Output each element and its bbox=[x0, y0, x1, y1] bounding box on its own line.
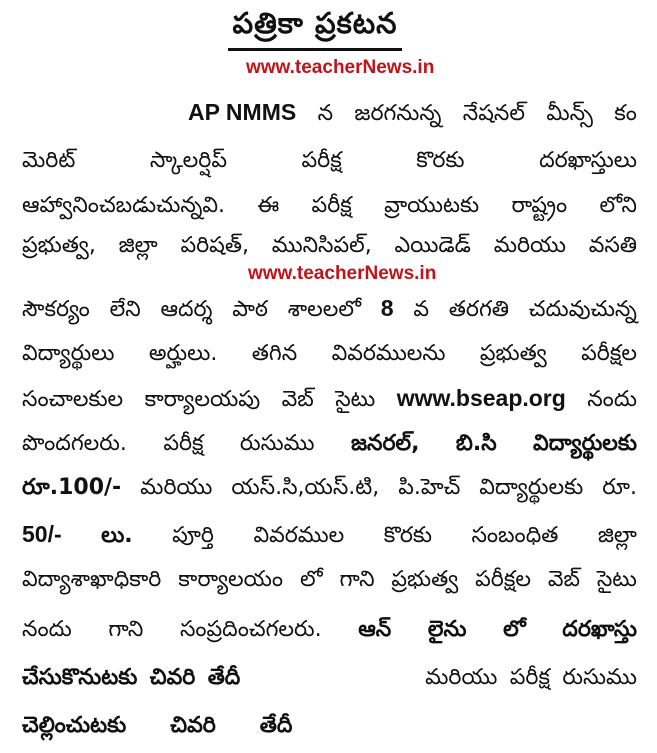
line-words bbox=[22, 565, 637, 595]
word: లైను bbox=[427, 617, 467, 642]
line-words bbox=[188, 97, 637, 129]
word: బి.సి bbox=[455, 431, 497, 456]
word: రుసుము bbox=[239, 431, 315, 456]
word: సైటు bbox=[596, 567, 637, 592]
line-words bbox=[22, 339, 637, 369]
word: పరీక్ష bbox=[311, 193, 352, 218]
word: 8 bbox=[380, 295, 394, 321]
word: లోని bbox=[599, 193, 637, 218]
word: వివరములను bbox=[331, 341, 446, 366]
word: విద్యాశాఖాధికారి bbox=[22, 567, 162, 592]
word: రుసుము bbox=[562, 665, 637, 690]
word: పి.హెచ్ bbox=[398, 475, 461, 500]
line-words bbox=[22, 519, 637, 551]
word: చివరి bbox=[170, 713, 216, 738]
word: సౌకర్యం bbox=[22, 297, 90, 322]
line-words bbox=[22, 146, 637, 176]
heading-wrap bbox=[215, 4, 415, 51]
word: ప్రభుత్వ bbox=[391, 567, 459, 592]
line-words bbox=[22, 429, 637, 459]
word: గాని bbox=[339, 567, 375, 592]
word: మునిసిపల్, bbox=[271, 233, 372, 258]
word: మెరిట్ bbox=[22, 148, 76, 173]
word: అర్హులు. bbox=[148, 341, 218, 366]
word: విద్యార్థులకు bbox=[533, 431, 637, 456]
word: ప్రభుత్వ, bbox=[22, 233, 96, 258]
word: మరియు bbox=[493, 233, 566, 258]
word: గాని bbox=[108, 617, 144, 642]
press-release-heading: పత్రికా ప్రకటన bbox=[228, 4, 401, 51]
word: ఆహ్వానించబడుచున్నవి. bbox=[22, 193, 226, 218]
word: న bbox=[317, 101, 334, 126]
word: చెల్లించుటకు bbox=[22, 713, 127, 738]
word: పరీక్షల bbox=[581, 341, 637, 366]
line-words bbox=[22, 293, 637, 325]
word: ప్రభుత్వ bbox=[479, 341, 547, 366]
line-words bbox=[22, 473, 637, 503]
word: చివరి bbox=[149, 665, 196, 690]
word: ఆన్ bbox=[358, 617, 392, 642]
word: రూ.100/- bbox=[22, 475, 122, 500]
word: కొరకు bbox=[416, 148, 465, 173]
word: ఆదర్శ bbox=[160, 297, 213, 322]
word: రూ. bbox=[602, 475, 637, 500]
word: వ్రాయుటకు bbox=[384, 193, 480, 218]
word: శాలలలో bbox=[287, 297, 361, 322]
word: కం bbox=[614, 101, 637, 126]
word: మరియు bbox=[425, 665, 498, 690]
word: సంచాలకుల bbox=[22, 387, 124, 412]
word: పొందగలరు. bbox=[22, 431, 127, 456]
word: స్కాలర్షిప్ bbox=[149, 148, 227, 173]
line-words bbox=[22, 383, 637, 415]
word: వసతి bbox=[588, 233, 637, 258]
website-url: www.bseap.org bbox=[396, 385, 566, 411]
word: తేదీ bbox=[259, 713, 293, 738]
word: పరీక్ష bbox=[509, 665, 550, 690]
word: వెబ్ bbox=[281, 387, 314, 412]
word: విద్యార్థులు bbox=[22, 341, 115, 366]
word: లు. bbox=[101, 523, 133, 548]
word: చేసుకొనుటకు bbox=[22, 665, 138, 690]
word: 50/- bbox=[22, 521, 62, 547]
word: జరగనున్న bbox=[354, 101, 442, 126]
word: పాఠ bbox=[232, 297, 268, 322]
word: తేదీ bbox=[207, 665, 241, 690]
word: దరఖాస్తులు bbox=[539, 148, 637, 173]
word: ఈ bbox=[257, 193, 280, 218]
word: వ bbox=[413, 297, 430, 322]
word: సైటు bbox=[335, 387, 376, 412]
line-words bbox=[22, 663, 637, 693]
word: జిల్లా bbox=[118, 233, 158, 258]
word: వివరముల bbox=[253, 523, 345, 548]
word: యస్.సి,యస్.టి, bbox=[231, 475, 380, 500]
word: కార్యాలయం bbox=[178, 567, 284, 592]
line-words bbox=[22, 615, 637, 645]
line-words bbox=[22, 191, 637, 221]
word: కొరకు bbox=[383, 523, 432, 548]
word: పరీక్ష bbox=[163, 431, 204, 456]
word: చదువుచున్న bbox=[528, 297, 637, 322]
word: దరఖాస్తు bbox=[562, 617, 637, 642]
word: మరియు bbox=[140, 475, 213, 500]
word: తగిన bbox=[251, 341, 298, 366]
word: నందు bbox=[587, 387, 637, 412]
word: కార్యాలయపు bbox=[144, 387, 261, 412]
word: పరీక్షల bbox=[475, 567, 531, 592]
line-words bbox=[22, 231, 637, 261]
word: విద్యార్థులకు bbox=[479, 475, 584, 500]
word: ఎయిడెడ్ bbox=[394, 233, 471, 258]
word: తరగతి bbox=[448, 297, 509, 322]
watermark-middle: www.teacherNews.in bbox=[248, 263, 437, 284]
watermark-top: www.teacherNews.in bbox=[246, 57, 435, 78]
word: పరీక్ష bbox=[301, 148, 342, 173]
word: మీన్స్ bbox=[546, 101, 593, 126]
word: లేని bbox=[109, 297, 141, 322]
word: వెబ్ bbox=[547, 567, 580, 592]
word: జిల్లా bbox=[597, 523, 637, 548]
word: పరిషత్, bbox=[180, 233, 249, 258]
word: పూర్తి bbox=[172, 523, 214, 548]
word: నందు bbox=[22, 617, 72, 642]
word: రాష్ట్రం bbox=[511, 193, 568, 218]
word: సంబంధిత bbox=[471, 523, 559, 548]
word: లో bbox=[503, 617, 526, 642]
word: నేషనల్ bbox=[462, 101, 525, 126]
word: జనరల్, bbox=[350, 431, 420, 456]
word: సంప్రదించగలరు. bbox=[179, 617, 322, 642]
word: లో bbox=[299, 567, 323, 592]
line-words bbox=[22, 711, 292, 741]
word: AP NMMS bbox=[188, 99, 297, 125]
